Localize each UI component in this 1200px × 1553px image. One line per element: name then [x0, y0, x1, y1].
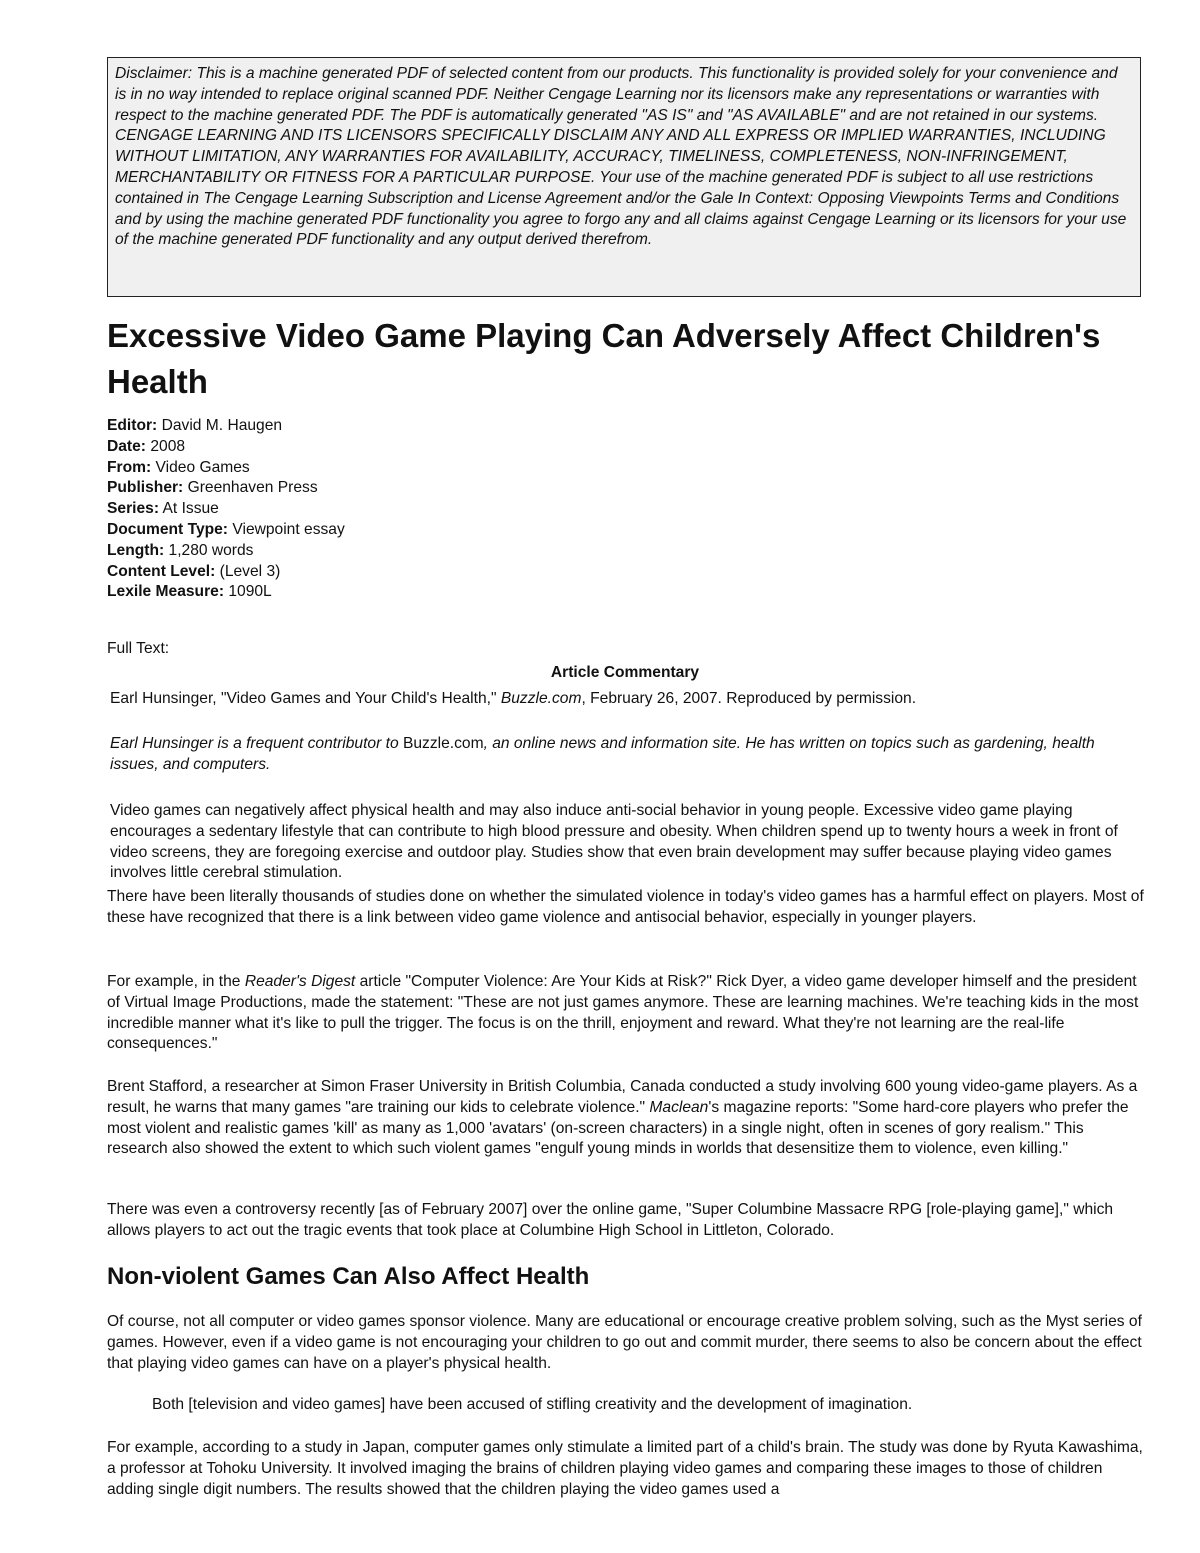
- disclaimer-box: Disclaimer: This is a machine generated PDF of selected content from our products. This functionality is provided solely for your convenience and is in no way intended to replace original scanned PDF. Neither Cengage Learning nor its licensors make any representations or warranties with respect to the machine generated PDF. The PDF is automatically generated "AS IS" and "AS AVAILABLE" and are not retained in our systems. CENGAGE LEARNING AND ITS LICENSORS SPECIFICALLY DISCLAIM ANY AND ALL EXPRESS OR IMPLIED WARRANTIES, INCLUDING WITHOUT LIMITATION, ANY WARRANTIES FOR AVAILABILITY, ACCURACY, TIMELINESS, COMPLETENESS, NON-INFRINGEMENT, MERCHANTABILITY OR FITNESS FOR A PARTICULAR PURPOSE. Your use of the machine generated PDF is subject to all use restrictions contained in The Cengage Learning Subscription and License Agreement and/or the Gale In Context: Opposing Viewpoints Terms and Conditions and by using the machine generated PDF functionality you agree to forgo any and all claims against Cengage Learning or its licensors for your use of the machine generated PDF functionality and any output derived therefrom.: [107, 57, 1141, 297]
- meta-label: Length:: [107, 541, 165, 559]
- meta-value: 1,280 words: [168, 541, 254, 559]
- para3-publication: Reader's Digest: [244, 973, 356, 990]
- meta-lexile-measure: [107, 582, 345, 603]
- citation-text: Earl Hunsinger, "Video Games and Your Child's Health,": [110, 690, 501, 707]
- body-paragraph-1: Video games can negatively affect physical health and may also induce anti-social behavior in young people. Excessive video game playing encourages a sedentary lifestyle that can contribute to high blood pressure and obesity. When children spend up to twenty hours a week in front of video screens, they are foregoing exercise and outdoor play. Studies show that even brain development may suffer because playing video games involves little cerebral stimulation.: [110, 802, 1118, 882]
- article-title: Excessive Video Game Playing Can Adversely Affect Children's Health: [107, 317, 1101, 400]
- para4-text: Brent Stafford, a researcher at Simon Fraser University in British Columbia, Canada conducted a study involving 600 young video-game players. As a result, he warns that many games "are training our kids to celebrate violence.": [107, 1078, 1138, 1116]
- body-paragraph-7: For example, according to a study in Japan, computer games only stimulate a limited part of a child's brain. The study was done by Ryuta Kawashima, a professor at Tohoku University. It involved imaging the brains of children playing video games and comparing these images to those of children adding single digit numbers. The results showed that the children playing the video games used a: [107, 1439, 1143, 1498]
- article-commentary-heading: Article Commentary: [550, 664, 700, 681]
- body-paragraph-3: [107, 972, 1147, 1055]
- body-paragraph-6: Of course, not all computer or video games sponsor violence. Many are educational or encourage creative problem solving, such as the Myst series of games. However, even if a video game is not encouraging your children to go out and commit murder, there seems to also be concern about the effect that playing video games can have on a player's physical health.: [107, 1313, 1142, 1372]
- para3-text: For example, in the: [107, 973, 245, 990]
- meta-label: From:: [107, 458, 152, 476]
- meta-label: Series:: [107, 500, 160, 518]
- meta-label: Date:: [107, 437, 146, 455]
- meta-value: 1090L: [228, 583, 272, 601]
- meta-label: Content Level:: [107, 562, 216, 580]
- meta-publisher: [107, 478, 345, 499]
- meta-date: [107, 437, 345, 458]
- citation-source: Buzzle.com: [500, 690, 582, 707]
- block-quote: Both [television and video games] have been accused of stifling creativity and the development of imagination.: [152, 1396, 913, 1413]
- section-heading: Non-violent Games Can Also Affect Health: [107, 1263, 590, 1290]
- bio-text: Earl Hunsinger is a frequent contributor to: [110, 735, 403, 752]
- para3-text-end: article "Computer Violence: Are Your Kids at Risk?" Rick Dyer, a video game developer himself and the president of Virtual Image Productions, made the statement: "These are not just games anymore. These are learning machines. We're teaching kids in the most incredible manner what it's like to pull the trigger. The focus is on the thrill, enjoyment and reward. What they're not learning are the real-life consequences.": [107, 973, 1139, 1053]
- meta-label: Publisher:: [107, 479, 184, 497]
- para4-publication: Maclean: [649, 1098, 709, 1116]
- body-paragraph-5: There was even a controversy recently [as of February 2007] over the online game, "Super Columbine Massacre RPG [role-playing game]," which allows players to act out the tragic events that took place at Columbine High School in Littleton, Colorado.: [107, 1201, 1114, 1239]
- body-paragraph-4: [107, 1077, 1147, 1160]
- meta-content-level: [107, 562, 345, 583]
- meta-value: Viewpoint essay: [232, 520, 345, 538]
- para4-text-end: 's magazine reports: "Some hard-core players who prefer the most violent and realistic games 'kill' as many as 1,000 'avatars' (on-screen characters) in a single night, often in scenes of gory realism." This research also showed the extent to which such violent games "engulf young minds in worlds that desensitize them to violence, even killing.": [107, 1098, 1129, 1158]
- bio-site: Buzzle.com: [402, 735, 484, 752]
- meta-series: [107, 499, 345, 520]
- meta-from: [107, 458, 345, 479]
- citation: [110, 689, 1150, 710]
- bio-text-end: , an online news and information site. He has written on topics such as gardening, health issues, and computers.: [110, 735, 1095, 773]
- meta-label: Lexile Measure:: [107, 583, 225, 601]
- meta-label: Editor:: [107, 417, 158, 434]
- body-paragraph-2: There have been literally thousands of studies done on whether the simulated violence in today's video games has a harmful effect on players. Most of these have recognized that there is a link between video game violence and antisocial behavior, especially in younger players.: [107, 888, 1144, 926]
- meta-document-type: [107, 520, 345, 541]
- meta-length: [107, 541, 345, 562]
- full-text-label: Full Text:: [107, 640, 170, 657]
- citation-date: , February 26, 2007. Reproduced by permission.: [581, 690, 917, 707]
- meta-value: At Issue: [162, 500, 219, 518]
- meta-value: (Level 3): [219, 562, 281, 580]
- meta-label: Document Type:: [107, 520, 229, 538]
- metadata-list: [107, 416, 345, 603]
- meta-value: Video Games: [155, 458, 250, 476]
- meta-value: David M. Haugen: [161, 417, 283, 434]
- meta-value: 2008: [150, 437, 186, 455]
- meta-value: Greenhaven Press: [187, 479, 318, 497]
- meta-editor: [107, 416, 345, 437]
- author-bio: [110, 734, 1110, 776]
